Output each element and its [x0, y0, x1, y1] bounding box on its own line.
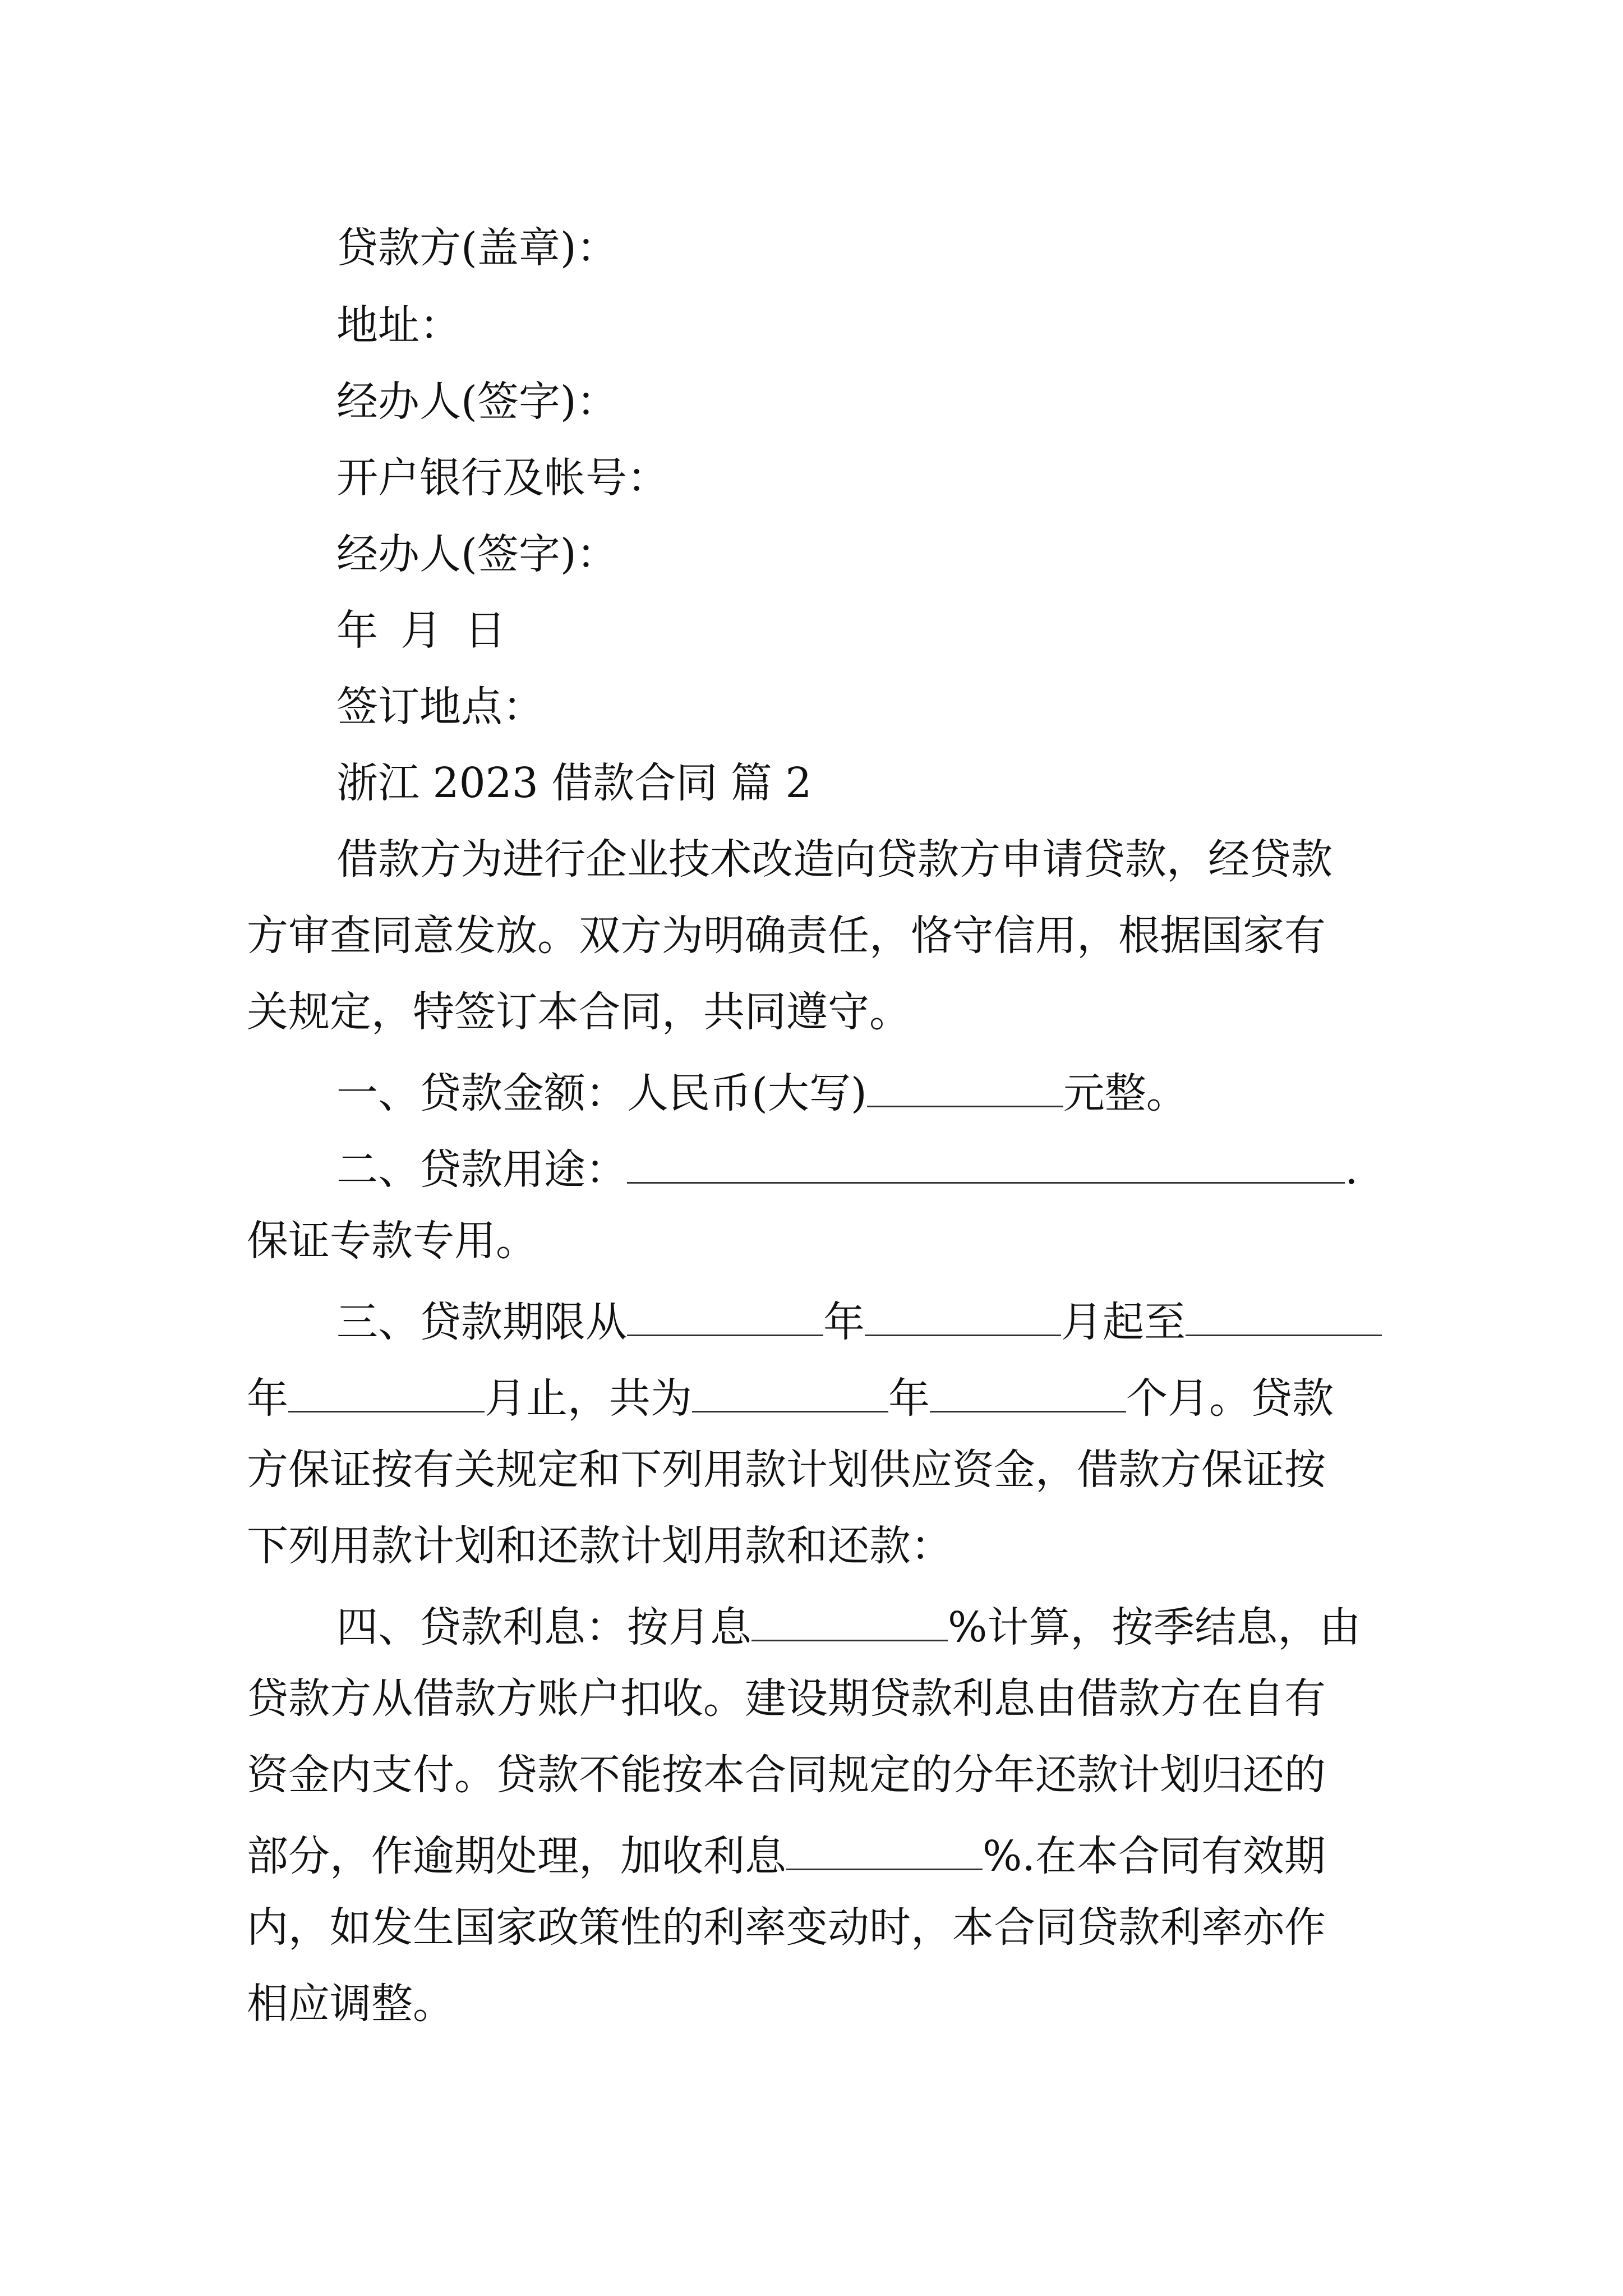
- overdue-rate-blank: [786, 1830, 983, 1870]
- lender-seal-line: 贷款方(盖章)：: [336, 224, 618, 272]
- monthly-rate-blank: [751, 1602, 948, 1641]
- end-month-blank: [288, 1373, 485, 1412]
- start-year-blank: [627, 1296, 823, 1336]
- clause-4-line-5: 内，如发生国家政策性的利率变动时，本合同贷款利率亦作: [247, 1903, 1326, 1952]
- clause-4-line-6: 相应调整。: [247, 1980, 454, 2028]
- clause-4-text: 四、贷款利息：按月息: [336, 1603, 751, 1651]
- clause-4-line-4: [247, 1830, 1326, 1880]
- clause-2-line: [336, 1144, 1358, 1194]
- total-month-blank: [930, 1373, 1126, 1412]
- clause-2-end: .: [1345, 1145, 1358, 1194]
- purpose-blank: [627, 1144, 1345, 1184]
- clause-3-end-year: 年: [247, 1374, 288, 1423]
- clause-2-line-2: 保证专款专用。: [247, 1217, 537, 1265]
- clause-2-text: 二、贷款用途：: [336, 1145, 627, 1194]
- start-month-blank: [865, 1296, 1061, 1336]
- agent-sign-line-1: 经办人(签字)：: [336, 378, 618, 426]
- sign-place-line: 签订地点：: [336, 683, 544, 731]
- intro-line-1: 借款方为进行企业技术改造向贷款方申请贷款，经贷款: [336, 835, 1332, 884]
- clause-4-line-2: 贷款方从借款方账户扣收。建设期贷款利息由借款方在自有: [247, 1674, 1326, 1723]
- clause-4-overdue: 部分，作逾期处理，加收利息: [247, 1832, 786, 1880]
- clause-3-line-4: 下列用款计划和还款计划用款和还款：: [247, 1522, 952, 1570]
- clause-3-line: [336, 1296, 1382, 1346]
- clause-4-line-3: 资金内支付。贷款不能按本合同规定的分年还款计划归还的: [247, 1751, 1326, 1799]
- clause-3-text: 三、贷款期限从: [336, 1298, 627, 1346]
- clause-3-line-2: [247, 1373, 1334, 1423]
- address-line: 地址：: [336, 301, 461, 349]
- date-year: 年: [336, 606, 378, 655]
- clause-3-total: 月止，共为: [485, 1374, 692, 1423]
- date-day: 日: [464, 606, 506, 655]
- clause-4-validity: %.在本合同有效期: [983, 1832, 1326, 1880]
- section-title: 浙江 2023 借款合同 篇 2: [336, 759, 812, 807]
- clause-3-total-year: 年: [888, 1374, 930, 1423]
- date-month: 月: [400, 606, 442, 655]
- date-line: [336, 606, 506, 655]
- intro-line-2: 方审查同意发放。双方为明确责任，恪守信用，根据国家有: [247, 912, 1326, 960]
- clause-1-end: 元整。: [1063, 1069, 1188, 1117]
- clause-3-year: 年: [823, 1298, 865, 1346]
- clause-3-total-month: 个月。贷款: [1126, 1374, 1334, 1423]
- end-year-blank: [1186, 1296, 1382, 1336]
- clause-1-text: 一、贷款金额：人民币(大写): [336, 1069, 867, 1117]
- agent-sign-line-2: 经办人(签字)：: [336, 530, 618, 578]
- total-year-blank: [692, 1373, 888, 1412]
- amount-blank: [867, 1068, 1063, 1107]
- clause-1-line: [336, 1068, 1188, 1117]
- clause-4-rest: %计算，按季结息，由: [948, 1603, 1361, 1651]
- clause-3-month: 月起至: [1061, 1298, 1186, 1346]
- clause-3-line-3: 方保证按有关规定和下列用款计划供应资金，借款方保证按: [247, 1446, 1326, 1494]
- bank-account-line: 开户银行及帐号：: [336, 454, 668, 502]
- intro-line-3: 关规定，特签订本合同，共同遵守。: [247, 988, 911, 1036]
- clause-4-line: [336, 1602, 1361, 1651]
